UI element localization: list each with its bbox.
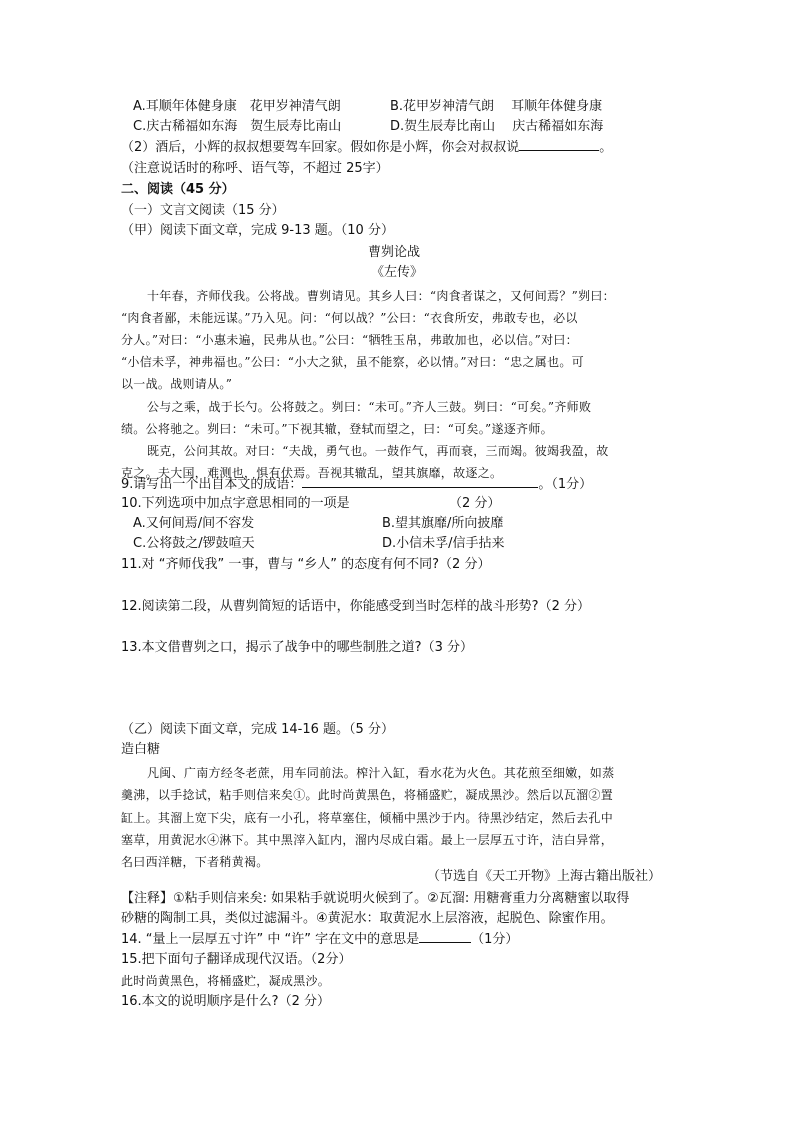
- passage-line: “小信未孚，神弗福也。”公曰：“小大之狱，虽不能察，必以情。”对曰：“忠之属也。可: [121, 355, 584, 369]
- yi-note-1: 【注释】①粘手则信来矣: 如果粘手就说明火候到了。②瓦溜: 用糖膏重力分离糖蜜以取得: [121, 891, 630, 906]
- passage-line: 既克，公问其故。对曰：“夫战，勇气也。一鼓作气，再而衰，三而竭。彼竭我盈，故: [147, 444, 609, 458]
- q9-text: 9.请写出一个出自本文的成语：: [121, 477, 303, 492]
- q10-score: （2 分）: [449, 496, 501, 511]
- option-a: A.耳顺年体健身康 花甲岁神清气朗: [133, 99, 341, 114]
- q14-text: 14. “量上一层厚五寸许” 中 “许” 字在文中的意思是: [121, 932, 420, 947]
- question-12: 12.阅读第二段，从曹刿简短的话语中，你能感受到当时怎样的战斗形势?（2 分）: [121, 599, 590, 614]
- passage-line: 以一战。战则请从。”: [121, 377, 233, 391]
- option-d: D.贺生辰寿比南山 庆古稀福如东海: [390, 119, 604, 134]
- passage-source: 《左传》: [371, 265, 424, 280]
- yi-line: 缸上。其溜上宽下尖，底有一小孔，将草塞住，倾桶中黑沙于内。待黑沙结定，然后去孔中: [121, 811, 614, 825]
- q8-2-text: （2）酒后，小辉的叔叔想要驾车回家。假如你是小辉，你会对叔叔说: [121, 140, 520, 155]
- answer-blank[interactable]: [419, 942, 471, 943]
- question-11: 11.对 “齐师伐我” 一事，曹与 “乡人” 的态度有何不同?（2 分）: [121, 557, 491, 572]
- option-b: B.花甲岁神清气朗 耳顺年体健身康: [390, 99, 603, 114]
- section-title: 二、阅读（45 分）: [121, 182, 235, 197]
- option-c: C.庆古稀福如东海 贺生辰寿比南山: [133, 119, 342, 134]
- question-15: 15.把下面句子翻译成现代汉语。（2分）: [121, 952, 352, 967]
- yi-title: 造白糖: [121, 742, 161, 757]
- question-9: [121, 475, 592, 495]
- q8-2-note: （注意说话时的称呼、语气等，不超过 25字）: [121, 161, 389, 176]
- jia-heading: （甲）阅读下面文章，完成 9-13 题。（10 分）: [121, 223, 394, 238]
- q10-option-d: D.小信未孚/信手拈来: [382, 536, 505, 551]
- question-10: [121, 494, 350, 514]
- q10-option-c: C.公将鼓之/锣鼓喧天: [133, 536, 255, 551]
- passage-line: 绩。公将驰之。刿曰：“未可。”下视其辙，登轼而望之，曰：“可矣。”遂逐齐师。: [121, 422, 553, 436]
- part-heading: （一）文言文阅读（15 分）: [121, 203, 285, 218]
- q14-end: （1分）: [471, 932, 519, 947]
- yi-line: 凡闽、广南方经冬老蔗，用车同前法。榨汁入缸，看水花为火色。其花煎至细嫩，如蒸: [147, 766, 615, 780]
- passage-line: 十年春，齐师伐我。公将战。曹刿请见。其乡人曰：“肉食者谋之，又何间焉？”刿曰：: [147, 289, 615, 303]
- q8-2-end: 。: [599, 140, 613, 155]
- passage-title: 曹刿论战: [368, 245, 421, 260]
- answer-blank[interactable]: [519, 150, 599, 151]
- q10-option-b: B.望其旗靡/所向披靡: [382, 516, 504, 531]
- q9-end: 。（1分）: [538, 477, 593, 492]
- yi-heading: （乙）阅读下面文章，完成 14-16 题。（5 分）: [121, 722, 394, 737]
- passage-line: 分人。”对曰：“小惠未遍，民弗从也。”公曰：“牺牲玉帛，弗敢加也，必以信。”对曰：: [121, 333, 578, 347]
- yi-line: 塞草，用黄泥水④淋下。其中黑滓入缸内，溜内尽成白霜。最上一层厚五寸许，洁白异常，: [121, 833, 614, 847]
- yi-line: 名曰西洋糖，下者稍黄褐。: [121, 855, 269, 869]
- question-16: 16.本文的说明顺序是什么?（2 分）: [121, 994, 330, 1009]
- passage-line: 克之。夫大国，难测也，惧有伏焉。吾视其辙乱，望其旗靡，故逐之。: [121, 466, 503, 480]
- q10-text: 10.下列选项中加点字意思相同的一项是: [121, 496, 350, 511]
- q8-2-prompt: [121, 138, 612, 158]
- q15-sentence: 此时尚黄黑色，将桶盛贮，凝成黑沙。: [121, 974, 331, 988]
- yi-line: 羹沸，以手捻试，粘手则信来矣①。此时尚黄黑色，将桶盛贮，凝成黑沙。然后以瓦溜②置: [121, 788, 614, 802]
- yi-source: （节选自《天工开物》上海古籍出版社）: [427, 869, 662, 884]
- question-13: 13.本文借曹刿之口，揭示了战争中的哪些制胜之道?（3 分）: [121, 640, 473, 655]
- question-14: [121, 930, 518, 950]
- answer-blank[interactable]: [302, 487, 538, 488]
- yi-note-2: 砂糖的陶制工具，类似过滤漏斗。④黄泥水：取黄泥水上层溶液，起脱色、除蜜作用。: [121, 911, 614, 926]
- q10-option-a: A.又何间焉/间不容发: [133, 516, 255, 531]
- passage-line: 公与之乘，战于长勺。公将鼓之。刿曰：“未可。”齐人三鼓。刿曰：“可矣。”齐师败: [147, 400, 592, 414]
- passage-line: “肉食者鄙，未能远谋。”乃入见。问：“何以战？”公曰：“衣食所安，弗敢专也，必以: [121, 311, 578, 325]
